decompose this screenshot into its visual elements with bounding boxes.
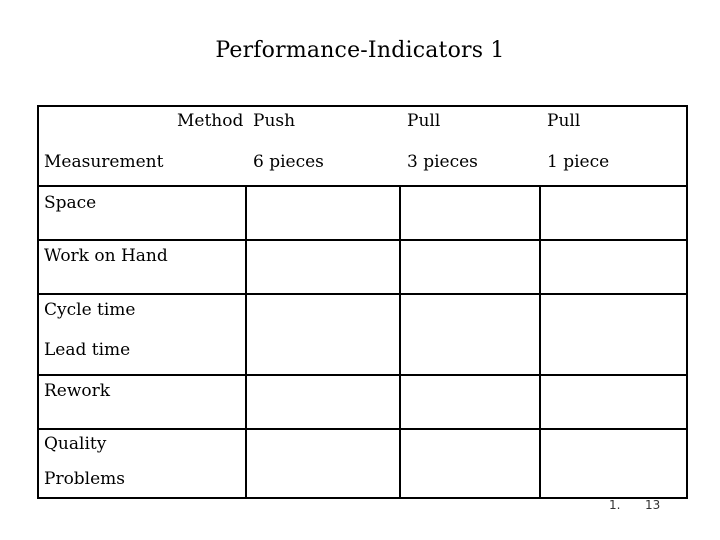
page-prefix: 1. bbox=[609, 498, 621, 512]
measurement-value: 3 pieces bbox=[407, 152, 478, 172]
row-label-problems: Problems bbox=[44, 469, 126, 489]
column-divider bbox=[245, 185, 247, 497]
measurement-value: 6 pieces bbox=[253, 152, 324, 172]
row-divider bbox=[39, 185, 686, 187]
column-header-pull: Pull bbox=[407, 111, 441, 131]
row-label-quality: Quality bbox=[44, 434, 107, 454]
row-divider bbox=[39, 374, 686, 376]
performance-table bbox=[37, 105, 688, 499]
column-header-pull: Pull bbox=[547, 111, 581, 131]
column-divider bbox=[399, 185, 401, 497]
page-number: 13 bbox=[645, 498, 661, 512]
row-divider bbox=[39, 293, 686, 295]
method-label: Method bbox=[177, 111, 244, 131]
row-label-lead-time: Lead time bbox=[44, 340, 131, 360]
page-title: Performance-Indicators 1 bbox=[215, 38, 505, 63]
column-divider bbox=[539, 185, 541, 497]
row-divider bbox=[39, 428, 686, 430]
row-label-rework: Rework bbox=[44, 381, 111, 401]
row-divider bbox=[39, 239, 686, 241]
column-header-push: Push bbox=[253, 111, 296, 131]
measurement-label: Measurement bbox=[44, 152, 164, 172]
row-label-cycle-time: Cycle time bbox=[44, 300, 136, 320]
measurement-value: 1 piece bbox=[547, 152, 610, 172]
row-label-work-on-hand: Work on Hand bbox=[44, 246, 168, 266]
row-label-space: Space bbox=[44, 193, 97, 213]
